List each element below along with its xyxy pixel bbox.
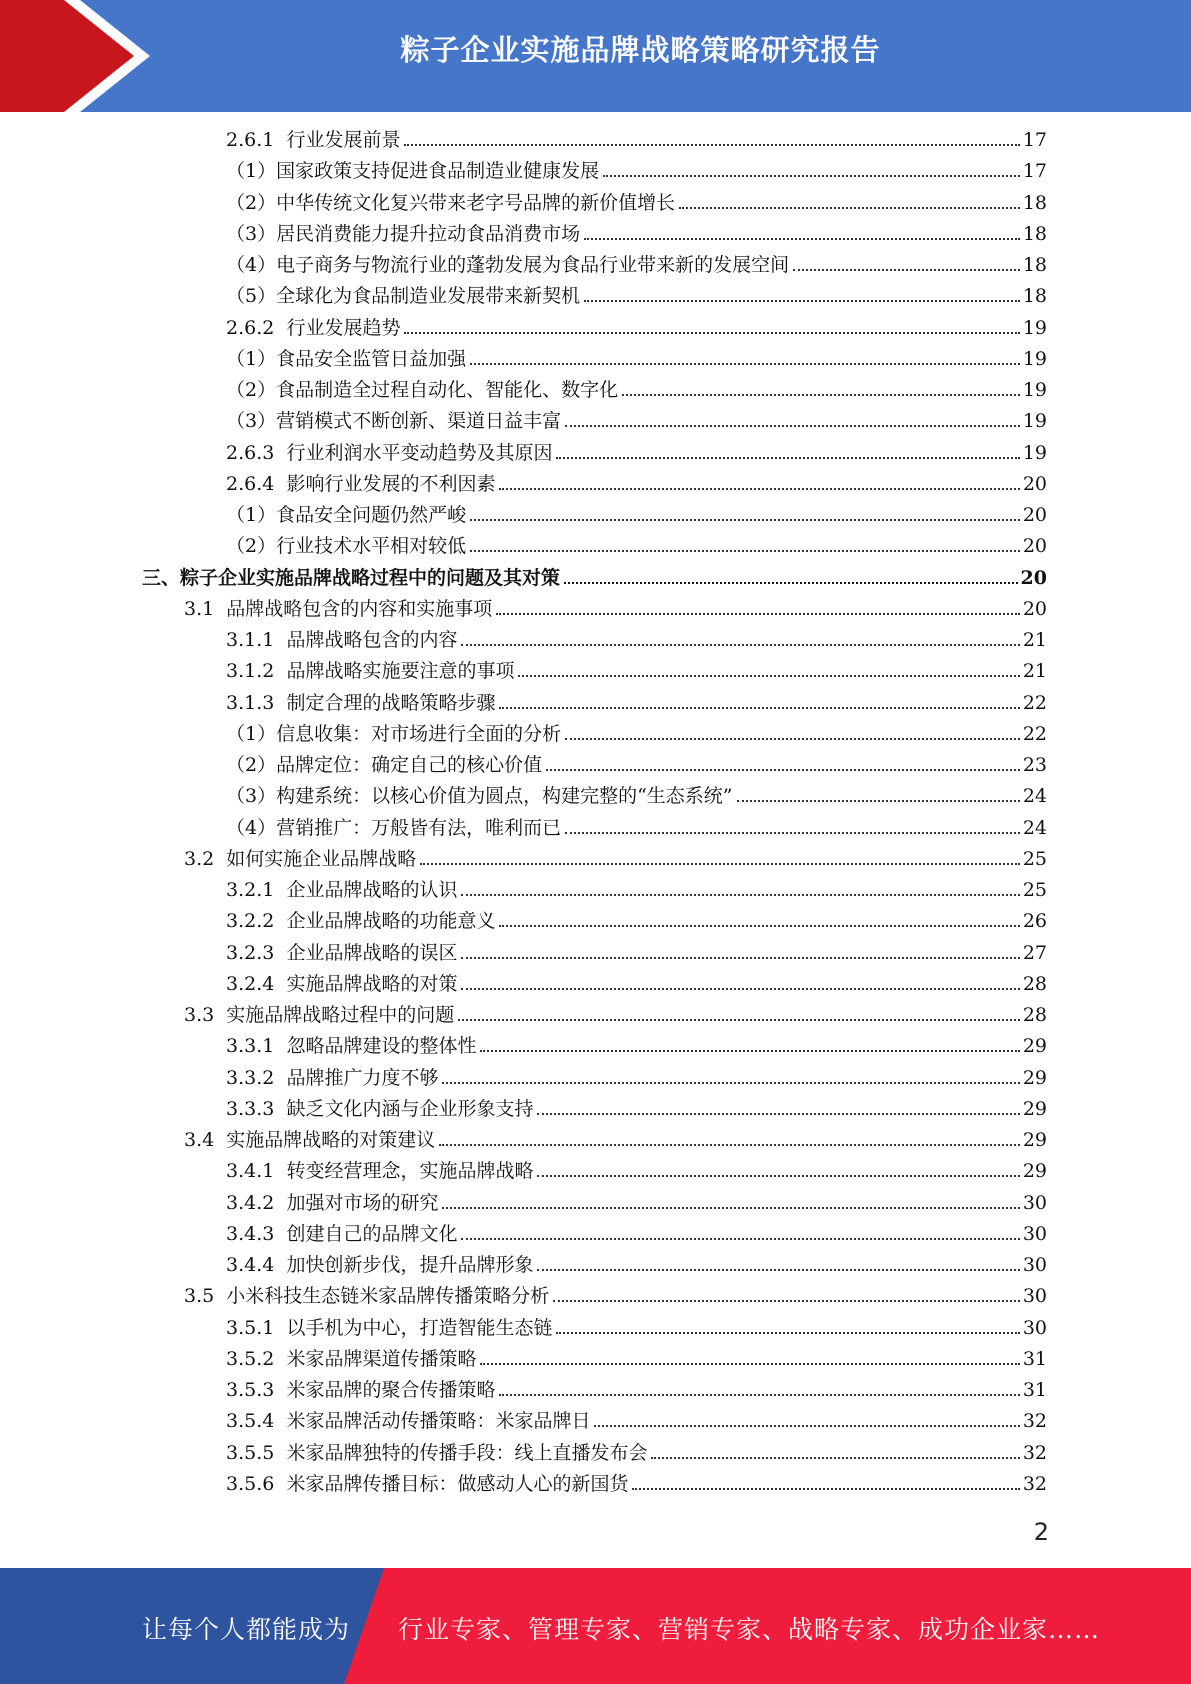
toc-entry-title: 加强对市场的研究 bbox=[286, 1192, 439, 1214]
toc-entry-number: 3.2.4 bbox=[226, 973, 287, 995]
toc-entry[interactable] bbox=[226, 689, 1047, 717]
toc-entry-page: 29 bbox=[1022, 1129, 1047, 1151]
toc-entry-number: 3.2.2 bbox=[226, 910, 287, 932]
toc-entry[interactable] bbox=[226, 345, 1047, 373]
toc-entry[interactable] bbox=[184, 1001, 1047, 1029]
toc-entry-number: 3.2.3 bbox=[226, 942, 287, 964]
toc-entry-title: 米家品牌的聚合传播策略 bbox=[286, 1379, 496, 1401]
toc-entry[interactable] bbox=[226, 1345, 1047, 1373]
toc-entry[interactable] bbox=[226, 970, 1047, 998]
toc-entry-page: 29 bbox=[1022, 1160, 1047, 1182]
toc-entry-number: 2.6.3 bbox=[226, 442, 287, 464]
toc-entry-title: 影响行业发展的不利因素 bbox=[286, 473, 496, 495]
toc-entry-number: （1） bbox=[226, 504, 277, 526]
toc-entry-page: 20 bbox=[1022, 473, 1047, 495]
toc-entry-page: 24 bbox=[1022, 785, 1047, 807]
toc-entry-title: 创建自己的品牌文化 bbox=[286, 1223, 458, 1245]
toc-entry-page: 19 bbox=[1022, 410, 1047, 432]
toc-entry-page: 19 bbox=[1022, 348, 1047, 370]
toc-entry[interactable] bbox=[226, 189, 1047, 217]
toc-entry-title: 食品安全问题仍然严峻 bbox=[276, 504, 467, 526]
toc-entry-title: 食品安全监管日益加强 bbox=[276, 348, 467, 370]
toc-dot-leader bbox=[499, 707, 1019, 709]
toc-entry-page: 30 bbox=[1022, 1192, 1047, 1214]
toc-entry-page: 17 bbox=[1022, 129, 1047, 151]
toc-entry-page: 17 bbox=[1022, 160, 1047, 182]
toc-entry-number: 3.1.1 bbox=[226, 629, 287, 651]
toc-entry-title: 国家政策支持促进食品制造业健康发展 bbox=[276, 160, 600, 182]
toc-entry-page: 28 bbox=[1022, 1004, 1047, 1026]
toc-entry-page: 32 bbox=[1022, 1410, 1047, 1432]
toc-entry-page: 18 bbox=[1022, 285, 1047, 307]
toc-entry-title: 全球化为食品制造业发展带来新契机 bbox=[276, 285, 581, 307]
toc-entry-title: 行业发展趋势 bbox=[286, 317, 401, 339]
toc-entry-number: 3.3 bbox=[184, 1004, 227, 1026]
toc-entry-page: 19 bbox=[1022, 442, 1047, 464]
toc-dot-leader bbox=[499, 488, 1019, 490]
toc-entry[interactable] bbox=[226, 1251, 1047, 1279]
toc-entry-page: 26 bbox=[1022, 910, 1047, 932]
toc-entry-number: 3.4.2 bbox=[226, 1192, 287, 1214]
toc-entry-number: 3.5.1 bbox=[226, 1317, 287, 1339]
toc-entry-number: （2） bbox=[226, 754, 277, 776]
toc-entry-page: 32 bbox=[1022, 1442, 1047, 1464]
toc-entry[interactable] bbox=[226, 720, 1047, 748]
toc-entry[interactable] bbox=[226, 1220, 1047, 1248]
toc-dot-leader bbox=[499, 925, 1019, 927]
toc-entry-title: 加快创新步伐，提升品牌形象 bbox=[286, 1254, 534, 1276]
toc-entry-title: 米家品牌传播目标：做感动人心的新国货 bbox=[286, 1473, 629, 1495]
toc-dot-leader bbox=[622, 394, 1020, 396]
toc-entry-number: 3.1 bbox=[184, 598, 227, 620]
toc-entry-page: 18 bbox=[1022, 192, 1047, 214]
toc-entry-title: 以手机为中心，打造智能生态链 bbox=[286, 1317, 553, 1339]
toc-entry-page: 32 bbox=[1022, 1473, 1047, 1495]
toc-entry-number: （4） bbox=[226, 254, 277, 276]
toc-dot-leader bbox=[553, 1300, 1020, 1302]
toc-entry-title: 行业技术水平相对较低 bbox=[276, 535, 467, 557]
toc-entry-title: 如何实施企业品牌战略 bbox=[226, 848, 417, 870]
toc-dot-leader bbox=[439, 1144, 1020, 1146]
toc-entry-number: （4） bbox=[226, 817, 277, 839]
toc-entry-page: 23 bbox=[1022, 754, 1047, 776]
toc-dot-leader bbox=[632, 1488, 1019, 1490]
document-title: 粽子企业实施品牌战略策略研究报告 bbox=[400, 33, 881, 67]
toc-dot-leader bbox=[461, 988, 1019, 990]
toc-entry-page: 29 bbox=[1022, 1067, 1047, 1089]
toc-dot-leader bbox=[546, 769, 1020, 771]
toc-dot-leader bbox=[565, 832, 1020, 834]
toc-entry-number: （1） bbox=[226, 723, 277, 745]
toc-entry-page: 27 bbox=[1022, 942, 1047, 964]
toc-dot-leader bbox=[537, 1269, 1019, 1271]
toc-entry-page: 20 bbox=[1022, 504, 1047, 526]
toc-entry-page: 29 bbox=[1022, 1098, 1047, 1120]
toc-dot-leader bbox=[537, 1113, 1019, 1115]
toc-entry-page: 25 bbox=[1022, 848, 1047, 870]
toc-entry-number: 3.4.1 bbox=[226, 1160, 287, 1182]
toc-entry-title: 居民消费能力提升拉动食品消费市场 bbox=[276, 223, 581, 245]
footer-slogan-right: 行业专家、管理专家、营销专家、战略专家、成功企业家…… bbox=[398, 1615, 1101, 1644]
toc-entry-number: 3.4 bbox=[184, 1129, 227, 1151]
toc-dot-leader bbox=[793, 269, 1020, 271]
toc-dot-leader bbox=[470, 550, 1020, 552]
toc-dot-leader bbox=[496, 613, 1020, 615]
toc-entry-page: 30 bbox=[1022, 1285, 1047, 1307]
header-banner bbox=[0, 0, 1191, 112]
toc-dot-leader bbox=[420, 863, 1020, 865]
toc-entry-title: 品牌战略包含的内容 bbox=[286, 629, 458, 651]
toc-entry[interactable] bbox=[226, 439, 1047, 467]
toc-dot-leader bbox=[470, 519, 1020, 521]
toc-entry-number: 3.5 bbox=[184, 1285, 227, 1307]
toc-entry-number: （2） bbox=[226, 535, 277, 557]
toc-entry-title: 制定合理的战略策略步骤 bbox=[286, 692, 496, 714]
toc-entry-number: 3.4.3 bbox=[226, 1223, 287, 1245]
toc-entry-page: 24 bbox=[1022, 817, 1047, 839]
toc-entry-title: 电子商务与物流行业的蓬勃发展为食品行业带来新的发展空间 bbox=[276, 254, 790, 276]
toc-entry-title: 小米科技生态链米家品牌传播策略分析 bbox=[226, 1285, 550, 1307]
toc-entry[interactable] bbox=[226, 876, 1047, 904]
toc-entry-number: 3.2 bbox=[184, 848, 227, 870]
toc-entry-title: 营销推广：万般皆有法，唯利而已 bbox=[276, 817, 562, 839]
toc-entry-page: 19 bbox=[1022, 379, 1047, 401]
toc-entry-number: 3.1.3 bbox=[226, 692, 287, 714]
footer-slogan-left: 让每个人都能成为 bbox=[142, 1615, 351, 1644]
toc-entry-number: （2） bbox=[226, 379, 277, 401]
toc-entry[interactable] bbox=[184, 1282, 1047, 1310]
toc-entry-page: 21 bbox=[1022, 629, 1047, 651]
toc-entry-page: 29 bbox=[1022, 1035, 1047, 1057]
toc-entry[interactable] bbox=[226, 501, 1047, 529]
toc-entry-title: 缺乏文化内涵与企业形象支持 bbox=[286, 1098, 534, 1120]
toc-entry[interactable] bbox=[226, 126, 1047, 154]
toc-entry-page: 19 bbox=[1022, 317, 1047, 339]
toc-entry-title: 营销模式不断创新、渠道日益丰富 bbox=[276, 410, 562, 432]
toc-dot-leader bbox=[458, 1019, 1020, 1021]
toc-entry[interactable] bbox=[226, 314, 1047, 342]
toc-entry[interactable] bbox=[226, 157, 1047, 185]
toc-dot-leader bbox=[584, 238, 1020, 240]
toc-entry-title: 转变经营理念，实施品牌战略 bbox=[286, 1160, 534, 1182]
toc-dot-leader bbox=[594, 1425, 1019, 1427]
toc-dot-leader bbox=[565, 738, 1020, 740]
toc-entry[interactable] bbox=[226, 1157, 1047, 1185]
toc-dot-leader bbox=[461, 957, 1019, 959]
toc-entry-page: 22 bbox=[1022, 723, 1047, 745]
toc-entry[interactable] bbox=[226, 1314, 1047, 1342]
toc-dot-leader bbox=[537, 1175, 1019, 1177]
toc-dot-leader bbox=[442, 1082, 1019, 1084]
toc-entry-page: 28 bbox=[1022, 973, 1047, 995]
toc-entry-number: 3.3.1 bbox=[226, 1035, 287, 1057]
toc-dot-leader bbox=[480, 1050, 1019, 1052]
toc-entry-title: 企业品牌战略的误区 bbox=[286, 942, 458, 964]
toc-entry[interactable] bbox=[184, 595, 1047, 623]
toc-entry[interactable] bbox=[226, 657, 1047, 685]
toc-entry[interactable] bbox=[226, 814, 1047, 842]
footer-banner bbox=[0, 1568, 1191, 1684]
toc-entry-title: 行业利润水平变动趋势及其原因 bbox=[286, 442, 553, 464]
toc-entry-page: 20 bbox=[1022, 598, 1047, 620]
toc-entry-page: 31 bbox=[1022, 1348, 1047, 1370]
toc-entry-title: 中华传统文化复兴带来老字号品牌的新价值增长 bbox=[276, 192, 676, 214]
toc-entry-title: 企业品牌战略的认识 bbox=[286, 879, 458, 901]
toc-entry[interactable] bbox=[226, 1376, 1047, 1404]
toc-entry-page: 20 bbox=[1022, 535, 1047, 557]
toc-entry-number: 3.3.3 bbox=[226, 1098, 287, 1120]
toc-entry-page: 18 bbox=[1022, 254, 1047, 276]
toc-entry[interactable] bbox=[226, 751, 1047, 779]
toc-entry-title: 忽略品牌建设的整体性 bbox=[286, 1035, 477, 1057]
toc-entry-number: 3.5.2 bbox=[226, 1348, 287, 1370]
toc-dot-leader bbox=[518, 675, 1019, 677]
toc-dot-leader bbox=[737, 800, 1020, 802]
toc-entry-number: （5） bbox=[226, 285, 277, 307]
toc-entry[interactable] bbox=[226, 376, 1047, 404]
toc-entry[interactable] bbox=[226, 251, 1047, 279]
toc-entry[interactable] bbox=[226, 1439, 1047, 1467]
toc-entry[interactable] bbox=[226, 907, 1047, 935]
toc-entry-title: 实施品牌战略的对策 bbox=[286, 973, 458, 995]
toc-dot-leader bbox=[679, 207, 1020, 209]
toc-entry-number: （3） bbox=[226, 410, 277, 432]
toc-entry-number: （2） bbox=[226, 192, 277, 214]
toc-entry-page: 31 bbox=[1022, 1379, 1047, 1401]
toc-entry-title: 米家品牌活动传播策略：米家品牌日 bbox=[286, 1410, 591, 1432]
toc-entry-number: （1） bbox=[226, 160, 277, 182]
toc-dot-leader bbox=[461, 644, 1019, 646]
toc-entry[interactable] bbox=[226, 532, 1047, 560]
toc-entry-number: （1） bbox=[226, 348, 277, 370]
toc-entry[interactable] bbox=[226, 470, 1047, 498]
toc-entry-number: 2.6.4 bbox=[226, 473, 287, 495]
toc-entry-page: 20 bbox=[1020, 567, 1047, 589]
toc-entry-number: 3.3.2 bbox=[226, 1067, 287, 1089]
toc-dot-leader bbox=[556, 457, 1019, 459]
toc-dot-leader bbox=[442, 1207, 1019, 1209]
toc-entry-title: 食品制造全过程自动化、智能化、数字化 bbox=[276, 379, 619, 401]
toc-entry[interactable] bbox=[184, 1126, 1047, 1154]
toc-dot-leader bbox=[461, 894, 1019, 896]
toc-entry-title: 实施品牌战略过程中的问题 bbox=[226, 1004, 455, 1026]
toc-entry-number: 2.6.1 bbox=[226, 129, 287, 151]
toc-entry-title: 构建系统：以核心价值为圆点，构建完整的“生态系统” bbox=[276, 785, 733, 807]
toc-dot-leader bbox=[499, 1394, 1019, 1396]
toc-entry[interactable] bbox=[226, 1064, 1047, 1092]
toc-entry-page: 18 bbox=[1022, 223, 1047, 245]
toc-entry-page: 30 bbox=[1022, 1223, 1047, 1245]
toc-entry-title: 品牌战略实施要注意的事项 bbox=[286, 660, 515, 682]
toc-dot-leader bbox=[470, 363, 1020, 365]
toc-dot-leader bbox=[564, 582, 1018, 584]
toc-entry[interactable] bbox=[226, 1032, 1047, 1060]
toc-entry-title: 三、粽子企业实施品牌战略过程中的问题及其对策 bbox=[142, 567, 561, 589]
toc-entry-page: 22 bbox=[1022, 692, 1047, 714]
toc-dot-leader bbox=[461, 1238, 1019, 1240]
toc-dot-leader bbox=[480, 1363, 1019, 1365]
toc-dot-leader bbox=[565, 425, 1020, 427]
toc-dot-leader bbox=[603, 175, 1020, 177]
toc-entry-page: 30 bbox=[1022, 1317, 1047, 1339]
toc-entry-number: 3.4.4 bbox=[226, 1254, 287, 1276]
toc-entry[interactable] bbox=[226, 1189, 1047, 1217]
toc-entry-number: 3.5.3 bbox=[226, 1379, 287, 1401]
toc-dot-leader bbox=[404, 332, 1019, 334]
toc-entry-number: 3.5.6 bbox=[226, 1473, 287, 1495]
toc-entry[interactable] bbox=[226, 1095, 1047, 1123]
toc-entry-title: 品牌定位：确定自己的核心价值 bbox=[276, 754, 543, 776]
toc-entry-title: 米家品牌渠道传播策略 bbox=[286, 1348, 477, 1370]
toc-entry-number: 3.2.1 bbox=[226, 879, 287, 901]
toc-entry[interactable] bbox=[226, 939, 1047, 967]
toc-entry[interactable] bbox=[226, 626, 1047, 654]
toc-entry-number: （3） bbox=[226, 785, 277, 807]
toc-entry[interactable] bbox=[142, 564, 1047, 592]
toc-entry[interactable] bbox=[226, 1407, 1047, 1435]
toc-entry-title: 米家品牌独特的传播手段：线上直播发布会 bbox=[286, 1442, 648, 1464]
toc-entry[interactable] bbox=[184, 845, 1047, 873]
toc-entry-title: 信息收集：对市场进行全面的分析 bbox=[276, 723, 562, 745]
toc-entry-title: 实施品牌战略的对策建议 bbox=[226, 1129, 436, 1151]
toc-entry[interactable] bbox=[226, 282, 1047, 310]
toc-entry[interactable] bbox=[226, 220, 1047, 248]
toc-entry-title: 品牌推广力度不够 bbox=[286, 1067, 439, 1089]
toc-entry[interactable] bbox=[226, 782, 1047, 810]
toc-entry-page: 21 bbox=[1022, 660, 1047, 682]
toc-entry-title: 企业品牌战略的功能意义 bbox=[286, 910, 496, 932]
toc-entry-number: 3.1.2 bbox=[226, 660, 287, 682]
toc-dot-leader bbox=[404, 144, 1019, 146]
toc-entry-page: 25 bbox=[1022, 879, 1047, 901]
toc-entry-number: 3.5.5 bbox=[226, 1442, 287, 1464]
page-number: 2 bbox=[1033, 1518, 1049, 1546]
toc-entry-title: 行业发展前景 bbox=[286, 129, 401, 151]
toc-entry[interactable] bbox=[226, 1470, 1047, 1498]
toc-dot-leader bbox=[584, 300, 1020, 302]
toc-entry[interactable] bbox=[226, 407, 1047, 435]
toc-entry-number: 3.5.4 bbox=[226, 1410, 287, 1432]
toc-entry-number: （3） bbox=[226, 223, 277, 245]
toc-entry-title: 品牌战略包含的内容和实施事项 bbox=[226, 598, 493, 620]
toc-entry-page: 30 bbox=[1022, 1254, 1047, 1276]
toc-dot-leader bbox=[651, 1457, 1019, 1459]
toc-entry-number: 2.6.2 bbox=[226, 317, 287, 339]
toc-dot-leader bbox=[556, 1332, 1019, 1334]
